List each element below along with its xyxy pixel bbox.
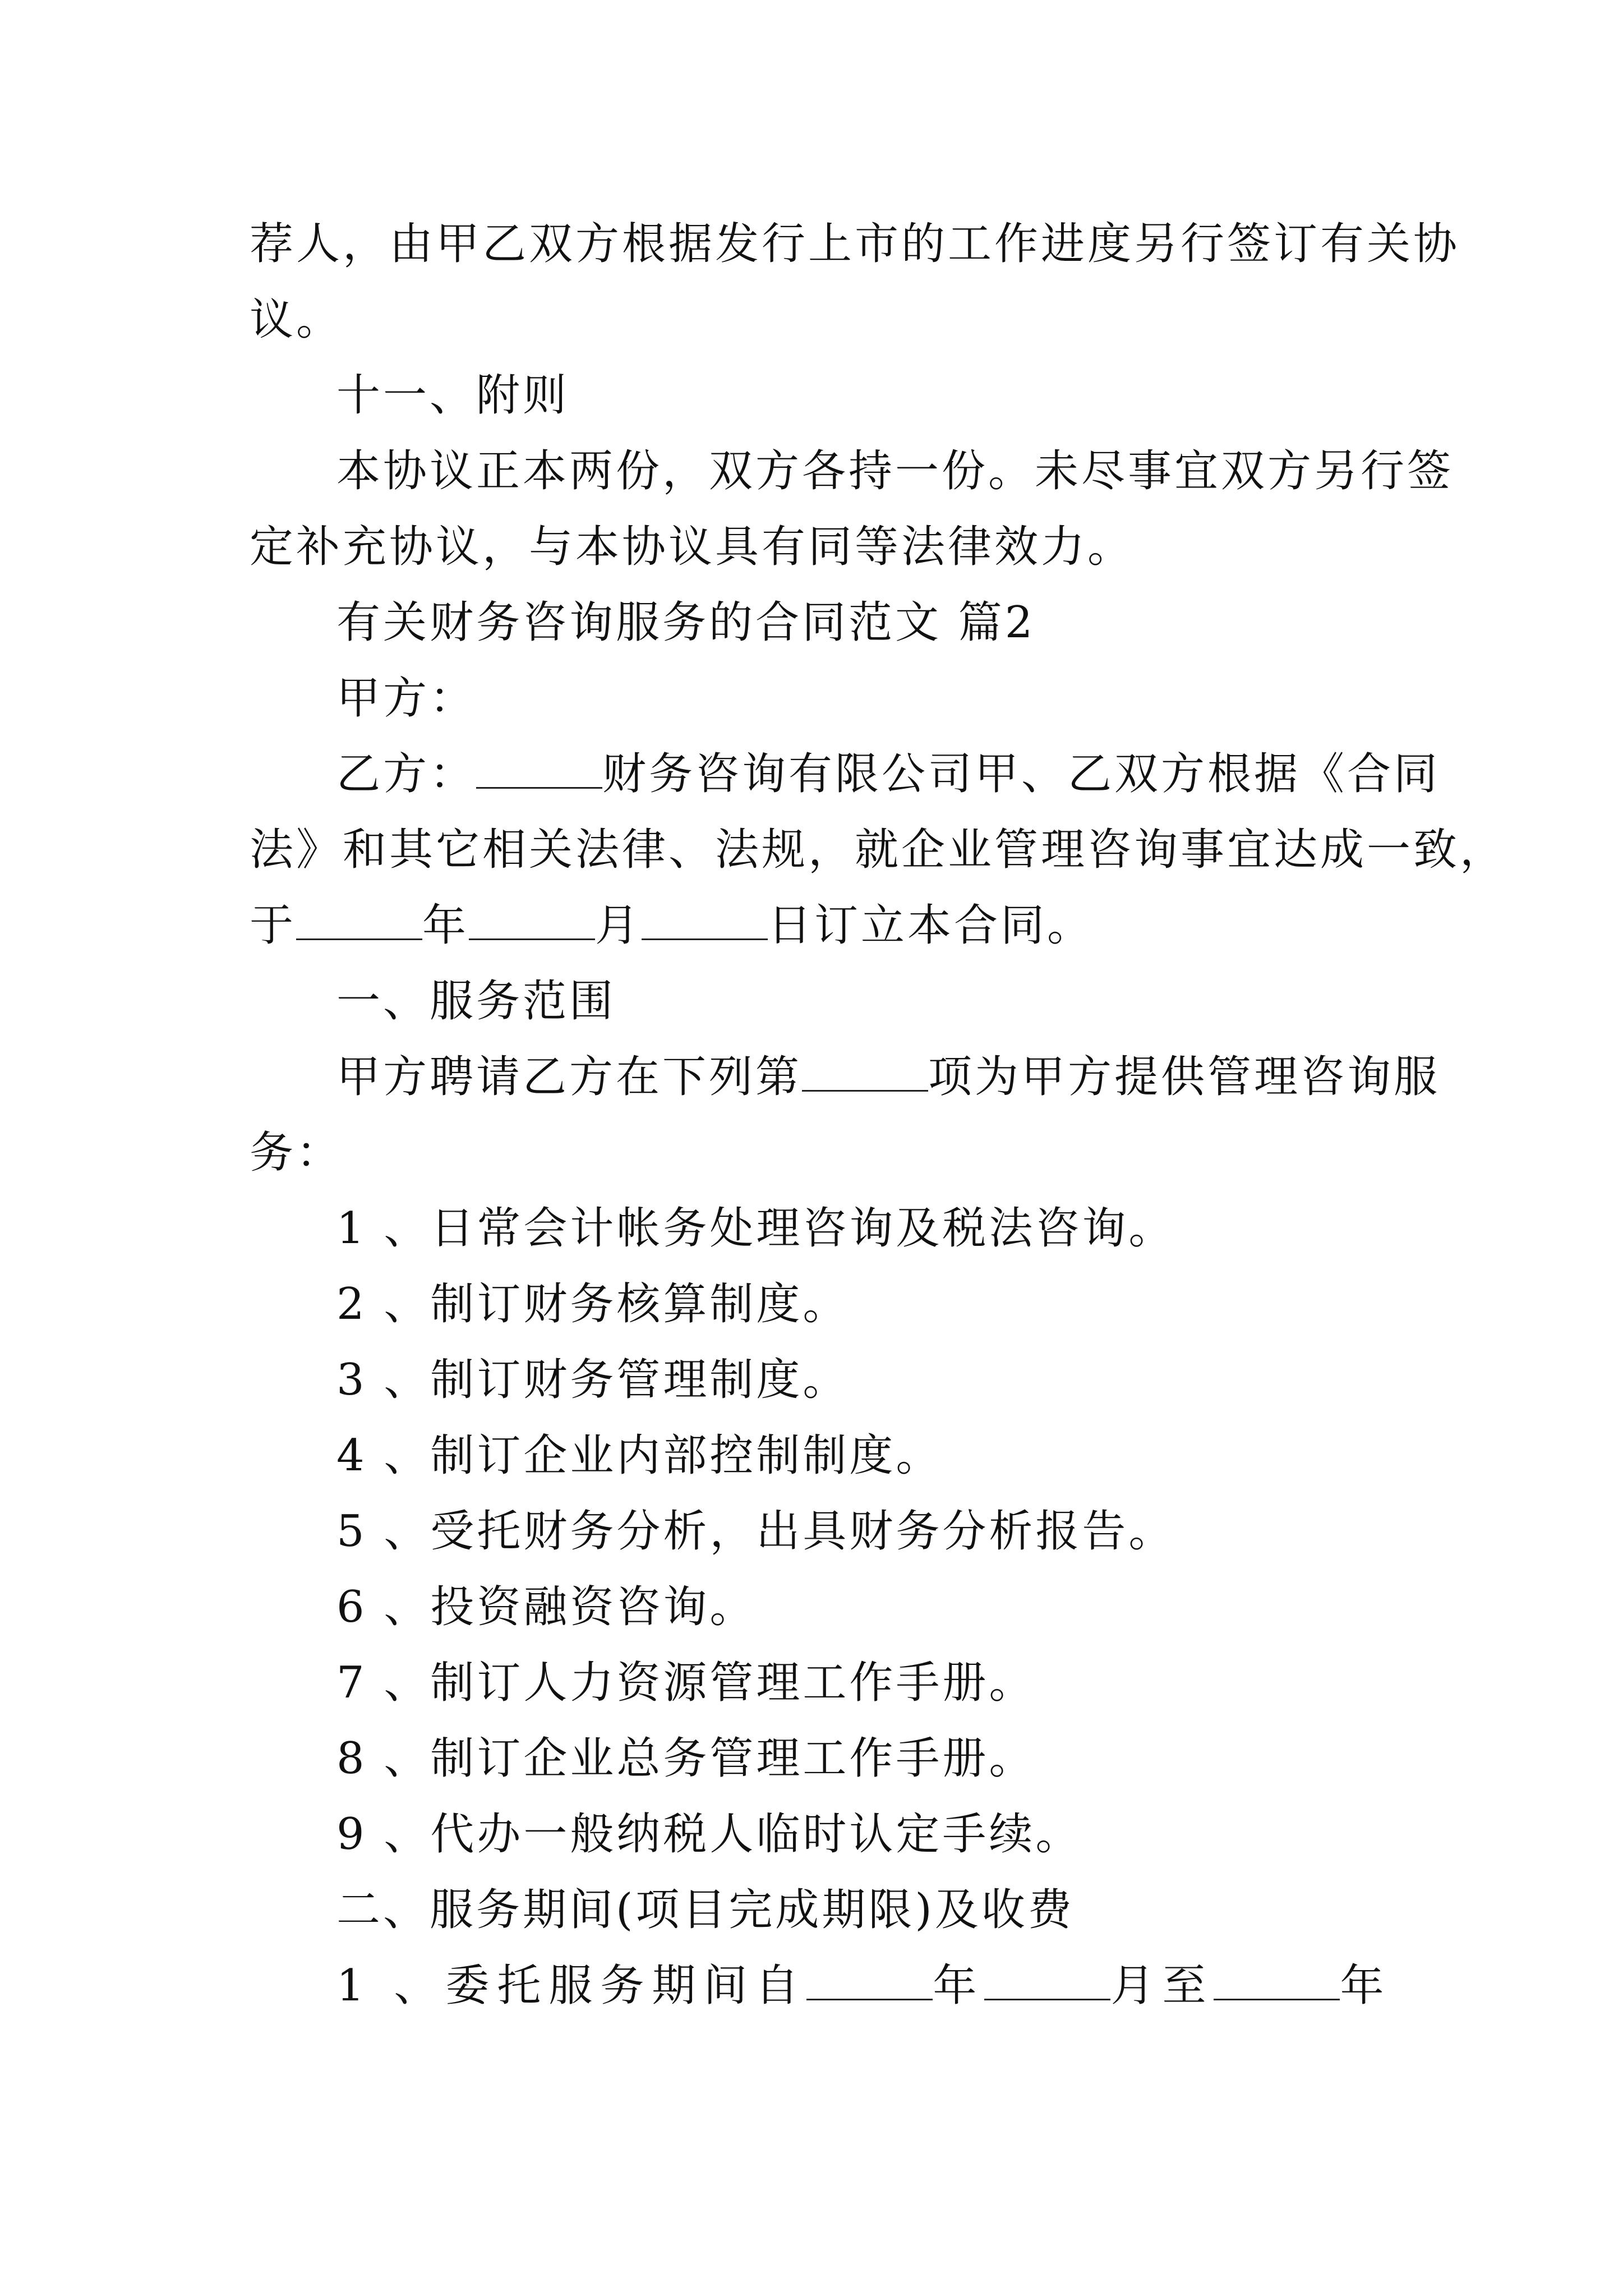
list-item: 1 、日常会计帐务处理咨询及税法咨询。 xyxy=(336,1203,1175,1254)
year-label: 年 xyxy=(422,900,469,951)
clause-text: 项为甲方提供管理咨询服 xyxy=(928,1052,1441,1102)
list-item: 3 、制订财务管理制度。 xyxy=(336,1355,850,1405)
paragraph-line: 务： xyxy=(250,1128,343,1178)
party-b-line xyxy=(336,746,1440,802)
clause-text: 1 、委托服务期间自 xyxy=(336,1961,807,2011)
party-a-label: 甲方： xyxy=(336,673,477,724)
blank-field xyxy=(984,1964,1110,2000)
party-b-text: 财务咨询有限公司甲、乙双方根据《合同 xyxy=(602,749,1441,799)
party-b-label: 乙方： xyxy=(336,749,477,799)
paragraph-line: 议。 xyxy=(250,295,343,345)
list-item: 5 、受托财务分析，出具财务分析报告。 xyxy=(336,1506,1175,1557)
list-item: 9 、代办一般纳税人临时认定手续。 xyxy=(336,1809,1082,1860)
date-prefix: 于 xyxy=(250,900,297,951)
year-label: 年 xyxy=(933,1961,985,2011)
list-item: 6 、投资融资咨询。 xyxy=(336,1582,757,1632)
paragraph-line: 法》和其它相关法律、法规，就企业管理咨询事宜达成一致， xyxy=(250,825,1507,875)
list-item: 2 、制订财务核算制度。 xyxy=(336,1279,850,1329)
date-suffix: 日订立本合同。 xyxy=(768,900,1094,951)
year-label: 年 xyxy=(1340,1961,1392,2011)
blank-field xyxy=(806,1964,933,2000)
section-heading: 二、服务期间(项目完成期限)及收费 xyxy=(336,1885,1075,1935)
section-heading: 一、服务范围 xyxy=(336,976,616,1027)
blank-field xyxy=(296,904,422,940)
blank-field xyxy=(1214,1964,1340,2000)
section-heading: 十一、附则 xyxy=(336,370,570,421)
month-label: 月 xyxy=(595,900,642,951)
paragraph-line xyxy=(336,1049,1440,1105)
blank-field xyxy=(642,904,768,940)
blank-field xyxy=(469,904,595,940)
paragraph-line: 定补充协议，与本协议具有同等法律效力。 xyxy=(250,522,1135,572)
list-item: 8 、制订企业总务管理工作手册。 xyxy=(336,1733,1036,1784)
document-title: 有关财务咨询服务的合同范文 篇2 xyxy=(336,597,1036,648)
list-item: 4 、制订企业内部控制制度。 xyxy=(336,1430,943,1481)
clause-text: 甲方聘请乙方在下列第 xyxy=(336,1052,803,1102)
date-line xyxy=(250,898,1094,954)
list-item: 7 、制订人力资源管理工作手册。 xyxy=(336,1658,1036,1708)
blank-field xyxy=(476,752,602,789)
service-period-line xyxy=(336,1958,1391,2014)
paragraph-line: 荐人，由甲乙双方根据发行上市的工作进度另行签订有关协 xyxy=(250,219,1460,269)
paragraph-line: 本协议正本两份，双方各持一份。未尽事宜双方另行签 xyxy=(336,446,1454,496)
blank-field xyxy=(802,1055,928,1092)
month-to-label: 月至 xyxy=(1110,1961,1214,2011)
